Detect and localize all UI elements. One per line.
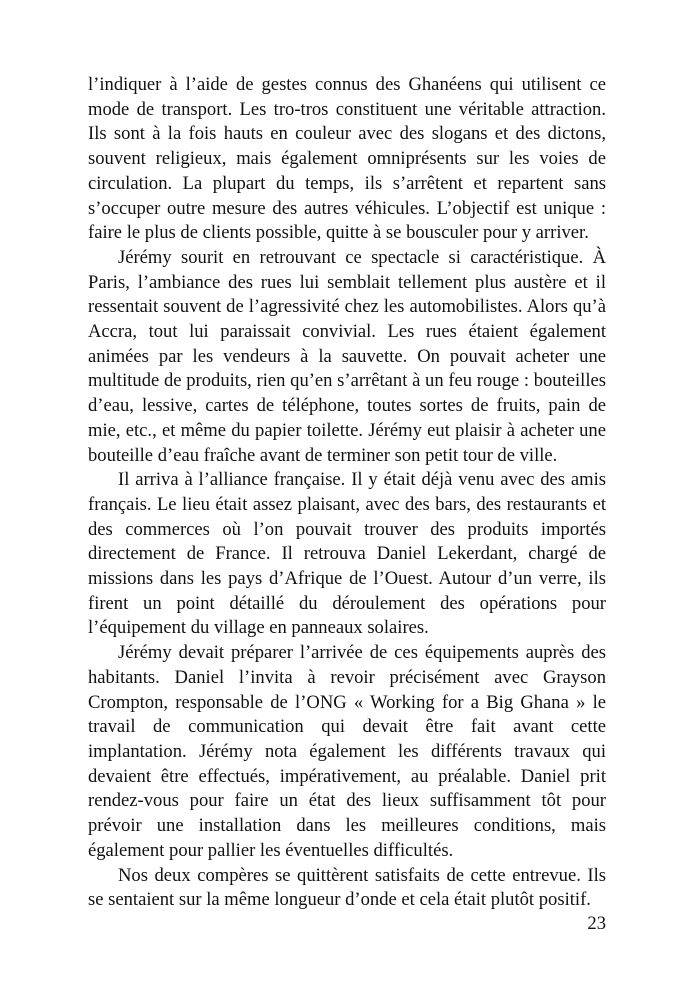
page-number: 23 [587, 913, 606, 934]
page-body [88, 73, 606, 913]
paragraph-5: Nos deux compères se quittèrent satisfaits de cette entrevue. Ils se sentaient sur la même longueur d’onde et cela était plutôt positif. [88, 864, 606, 911]
paragraph-3: Il arriva à l’alliance française. Il y était déjà venu avec des amis français. Le lieu était assez plaisant, avec des bars, des restaurants et des commerces où l’on pouvait trouver des produits importés directement de France. Il retrouva Daniel Lekerdant, chargé de missions dans les pays d’Afrique de l’Ouest. Autour d’un verre, ils firent un point détaillé du déroulement des opérations pour l’équipement du village en panneaux solaires. [88, 469, 606, 639]
paragraph-4: Jérémy devait préparer l’arrivée de ces équipements auprès des habitants. Daniel l’invita à revoir précisément avec Grayson Crompton, responsable de l’ONG « Working for a Big Ghana » le travail de communication qui devait être fait avant cette implantation. Jérémy nota également les différents travaux qui devaient être effectués, impérativement, au préalable. Daniel prit rendez-vous pour faire un état des lieux suffisamment tôt pour prévoir une installation dans les meilleures conditions, mais également pour pallier les éventuelles difficultés. [88, 642, 606, 861]
paragraph-1: l’indiquer à l’aide de gestes connus des Ghanéens qui utilisent ce mode de transport. Les tro-tros constituent une véritable attraction. Ils sont à la fois hauts en couleur avec des slogans et des dictons, souvent religieux, mais également omniprésents sur les voies de circulation. La plupart du temps, ils s’arrêtent et repartent sans s’occuper outre mesure des autres véhicules. L’objectif est unique : faire le plus de clients possible, quitte à se bousculer pour y arriver. [88, 74, 606, 244]
paragraph-2: Jérémy sourit en retrouvant ce spectacle si caractéristique. À Paris, l’ambiance des rues lui semblait tellement plus austère et il ressentait souvent de l’agressivité chez les automobilistes. Alors qu’à Accra, tout lui paraissait convivial. Les rues étaient également animées par les vendeurs à la sauvette. On pouvait acheter une multitude de produits, rien qu’en s’arrêtant à un feu rouge : bouteilles d’eau, lessive, cartes de téléphone, toutes sortes de fruits, pain de mie, etc., et même du papier toilette. Jérémy eut plaisir à acheter une bouteille d’eau fraîche avant de terminer son petit tour de ville. [88, 246, 606, 466]
